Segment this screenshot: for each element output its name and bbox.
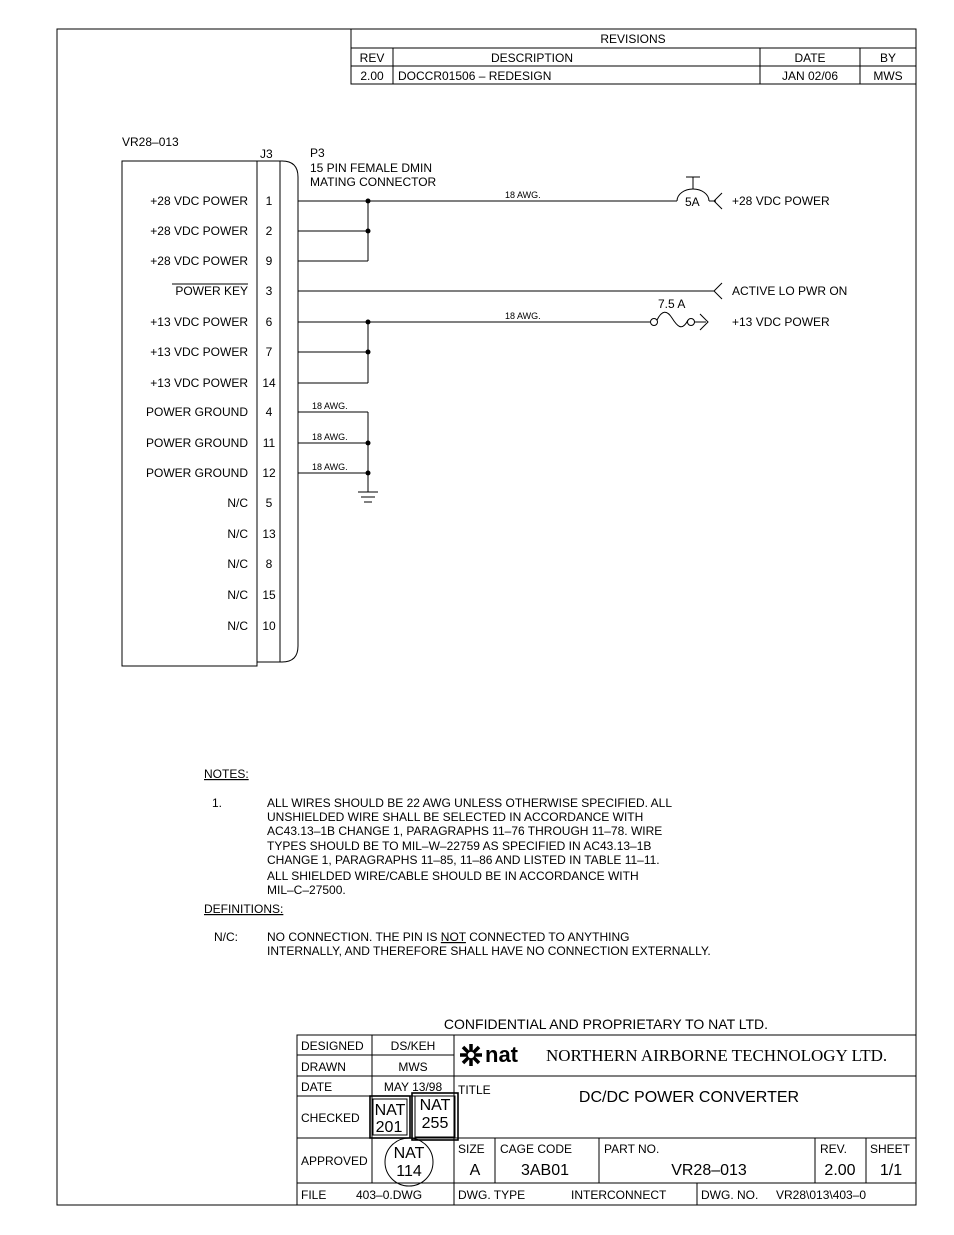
svg-text:NAT: NAT (374, 1102, 406, 1119)
unit-label: VR28–013 (122, 135, 179, 149)
approved-stamp (385, 1138, 433, 1186)
pin-label: POWER GROUND (146, 466, 248, 480)
fuse-symbol (651, 312, 709, 330)
by-header: BY (879, 51, 897, 65)
file-label: FILE (301, 1188, 327, 1202)
dwgtype-value: INTERCONNECT (571, 1188, 667, 1202)
date-value: JAN 02/06 (781, 69, 839, 83)
output-key-label: ACTIVE LO PWR ON (732, 284, 848, 298)
ground-symbol (358, 492, 378, 502)
description-header: DESCRIPTION (490, 51, 574, 65)
output-28-label: +28 VDC POWER (732, 194, 830, 208)
awg-label-28: 18 AWG. (505, 190, 541, 200)
rev-label: REV. (820, 1142, 847, 1156)
notes-heading: NOTES: (204, 767, 249, 781)
revisions-title: REVISIONS (600, 32, 666, 46)
svg-text:NAT: NAT (419, 1097, 451, 1114)
size-label: SIZE (458, 1142, 485, 1156)
cage-value: 3AB01 (520, 1162, 570, 1179)
sheet-label: SHEET (870, 1142, 911, 1156)
drawn-label: DRAWN (301, 1060, 346, 1074)
definition-term: N/C: (214, 930, 238, 944)
pin-label: POWER GROUND (146, 436, 248, 450)
designed-label: DESIGNED (301, 1039, 364, 1053)
rev-value: 2.00 (824, 1162, 856, 1179)
confidential-text: CONFIDENTIAL AND PROPRIETARY TO NAT LTD. (443, 1016, 769, 1032)
designed-value: DS/KEH (390, 1039, 436, 1053)
pin-label: POWER GROUND (146, 405, 248, 419)
definitions-heading: DEFINITIONS: (204, 902, 284, 916)
date-label: DATE (301, 1080, 333, 1094)
by-value: MWS (873, 69, 903, 83)
part-value: VR28–013 (671, 1162, 747, 1179)
rev-header: REV (359, 51, 385, 65)
pin-number: 13 (262, 527, 276, 541)
pin-number: 7 (265, 345, 273, 359)
note-line: ALL SHIELDED WIRE/CABLE SHOULD BE IN ACCORDANCE WITH (267, 869, 639, 883)
pin-label: +13 VDC POWER (150, 315, 248, 329)
description-value: DOCCR01506 – REDESIGN (398, 69, 552, 83)
connector-label: J3 (260, 147, 273, 161)
pin-label: N/C (227, 527, 248, 541)
note-line: UNSHIELDED WIRE SHALL BE SELECTED IN ACCORDANCE WITH (267, 810, 644, 824)
note-line: TYPES SHOULD BE TO MIL–W–22759 AS SPECIFIED IN AC43.13–1B (267, 839, 652, 853)
note-line: AC43.13–1B CHANGE 1, PARAGRAPHS 11–76 THROUGH 11–78. WIRE (267, 824, 663, 838)
sheet-value: 1/1 (879, 1162, 903, 1179)
checked-stamp-1 (370, 1096, 410, 1138)
file-value: 403–0.DWG (356, 1188, 423, 1202)
dwgno-label: DWG. NO. (701, 1188, 759, 1202)
pin-label: +13 VDC POWER (150, 345, 248, 359)
awg-label-gnd1: 18 AWG. (312, 401, 348, 411)
pin-number: 12 (262, 466, 276, 480)
breaker-rating: 5A (685, 195, 700, 209)
definition-line2: INTERNALLY, AND THEREFORE SHALL HAVE NO CONNECTION EXTERNALLY. (267, 944, 711, 958)
awg-label-gnd3: 18 AWG. (312, 462, 348, 472)
fuse-rating: 7.5 A (658, 297, 686, 311)
pin-number: 11 (262, 436, 276, 450)
pin-number: 2 (265, 224, 273, 238)
svg-text:201: 201 (375, 1119, 403, 1136)
notes-section (204, 767, 711, 958)
note-number: 1. (212, 796, 223, 810)
arrow-key (714, 283, 722, 299)
pin-list (146, 194, 276, 633)
plug-line2: MATING CONNECTOR (310, 175, 437, 189)
company-name: NORTHERN AIRBORNE TECHNOLOGY LTD. (546, 1046, 888, 1065)
pin-label: N/C (227, 588, 248, 602)
pin-label: +28 VDC POWER (150, 224, 248, 238)
pin-label: +28 VDC POWER (150, 254, 248, 268)
drawing-title: DC/DC POWER CONVERTER (578, 1089, 800, 1106)
part-label: PART NO. (604, 1142, 660, 1156)
pin-label: +13 VDC POWER (150, 376, 248, 390)
rev-value: 2.00 (360, 69, 384, 83)
drawn-value: MWS (398, 1060, 428, 1074)
logo-text: nat (485, 1042, 518, 1067)
date-header: DATE (794, 51, 826, 65)
pin-label: N/C (227, 619, 248, 633)
plug-line1: 15 PIN FEMALE DMIN (310, 161, 433, 175)
definition-line1: NO CONNECTION. THE PIN IS NOT CONNECTED TO ANYTHING (267, 930, 630, 944)
pin-label: POWER KEY (175, 284, 248, 298)
pin-label: N/C (227, 557, 248, 571)
mating-connector-outline (280, 161, 298, 662)
pin-number: 9 (265, 254, 273, 268)
svg-text:NAT: NAT (393, 1145, 425, 1162)
pin-label: N/C (227, 496, 248, 510)
approved-label: APPROVED (301, 1154, 368, 1168)
svg-text:255: 255 (421, 1115, 449, 1132)
dwgtype-label: DWG. TYPE (458, 1188, 526, 1202)
pin-number: 8 (265, 557, 273, 571)
title-label: TITLE (458, 1083, 491, 1097)
pin-number: 3 (265, 284, 273, 298)
pin-number: 5 (265, 496, 273, 510)
title-block (297, 1016, 916, 1205)
pin-number: 1 (265, 194, 273, 208)
date-value: MAY 13/98 (383, 1080, 443, 1094)
pin-label: +28 VDC POWER (150, 194, 248, 208)
awg-label-13: 18 AWG. (505, 311, 541, 321)
note-line: ALL WIRES SHOULD BE 22 AWG UNLESS OTHERWISE SPECIFIED. ALL (267, 796, 673, 810)
note-line: CHANGE 1, PARAGRAPHS 11–85, 11–86 AND LISTED IN TABLE 11–11. (267, 853, 660, 867)
note-line: MIL–C–27500. (267, 883, 346, 897)
pin-number: 6 (265, 315, 273, 329)
plug-name: P3 (310, 146, 325, 160)
nat-logo-icon (460, 1044, 482, 1066)
output-13-label: +13 VDC POWER (732, 315, 830, 329)
pin-number: 14 (262, 376, 276, 390)
pin-number: 10 (262, 619, 276, 633)
cage-label: CAGE CODE (500, 1142, 573, 1156)
revisions-block (351, 29, 916, 84)
wiring (298, 177, 847, 502)
pin-number: 4 (265, 405, 273, 419)
awg-label-gnd2: 18 AWG. (312, 432, 348, 442)
svg-text:114: 114 (396, 1163, 422, 1180)
dwgno-value: VR28\013\403–0 (776, 1188, 867, 1202)
checked-stamp-2 (412, 1093, 458, 1140)
pin-number: 15 (262, 588, 276, 602)
size-value: A (469, 1162, 481, 1179)
checked-label: CHECKED (301, 1111, 360, 1125)
